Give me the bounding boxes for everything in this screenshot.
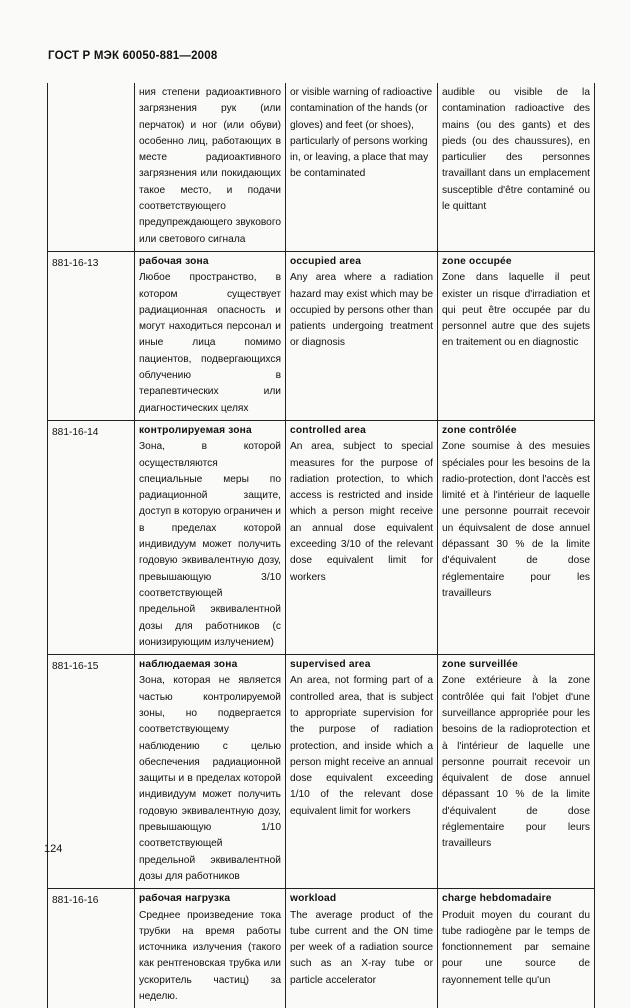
french-term: zone contrôlée xyxy=(442,424,517,436)
table-row xyxy=(48,83,595,251)
table-row xyxy=(48,655,595,889)
french-cell xyxy=(438,420,595,654)
french-term: charge hebdomadaire xyxy=(442,893,552,905)
english-cell xyxy=(286,889,438,1008)
french-cell xyxy=(438,889,595,1008)
term-number xyxy=(52,85,130,87)
term-number-cell xyxy=(48,420,135,654)
english-definition: Any area where a radiation hazard may exist which may be occupied by persons other than patients undergoing treatment or diagnosis xyxy=(290,272,433,349)
page-number: 124 xyxy=(44,843,63,855)
russian-cell xyxy=(135,655,286,889)
english-term: workload xyxy=(290,893,337,905)
french-definition: Produit moyen du courant du tube radiogène par le temps de fonctionnement par semaine pour une source de rayonnement telle qu'un xyxy=(442,909,590,986)
russian-term: наблюдаемая зона xyxy=(139,659,238,671)
english-term: controlled area xyxy=(290,424,367,436)
term-number-cell xyxy=(48,889,135,1008)
document-header: ГОСТ Р МЭК 60050-881—2008 xyxy=(48,50,218,62)
term-number-cell xyxy=(48,83,135,251)
russian-term: рабочая зона xyxy=(139,255,209,267)
english-cell xyxy=(286,420,438,654)
term-number-cell xyxy=(48,251,135,420)
russian-definition: Зона, в которой осуществляются специальные меры по радиационной защите, доступ в которую ограничен и в пределах которой индивидуум может получить годовую эквивалентную дозу, превышающую 3/10 соответствующей предельной эквивалентной дозы для работников (с ионизирующим излучением) xyxy=(139,441,281,648)
english-term: occupied area xyxy=(290,255,362,267)
english-cell xyxy=(286,251,438,420)
english-definition: An area, subject to special measures for the purpose of radiation protection, to which access is restricted and inside which a person might receive an annual dose equivalent exceeding 3/10 of the relevant dose equivalent limit for workers xyxy=(290,441,433,583)
russian-definition: Зона, которая не является частью контролируемой зоны, но подвергается соответствующему наблюдению с целью обеспечения радиационной защиты и в пределах которой индивидуум может получить годовую эквивалентную дозу, превышающую 1/10 соответствующей предельной эквивалентной дозы для работников xyxy=(139,675,281,882)
english-cell xyxy=(286,655,438,889)
english-cell xyxy=(286,83,438,251)
russian-cell xyxy=(135,420,286,654)
french-definition: Zone extérieure à la zone contrôlée qui fait l'objet d'une surveillance appropriée pour les besoins de la radioprotection et à l'intérieur de laquelle une personne pourrait recevoir un équivalent de dose annuel dépassant 10 % de la limite d'équivalent de dose réglementaire pour leurs travailleurs xyxy=(442,675,590,850)
term-number: 881-16-13 xyxy=(52,257,99,269)
french-definition: Zone dans laquelle il peut exister un risque d'irradiation et qui peut être occupée par du personnel autre que des sujets en traitement ou en diagnostic xyxy=(442,272,590,349)
french-term: zone occupée xyxy=(442,255,512,267)
french-cell xyxy=(438,83,595,251)
russian-definition: ния степени радиоактивного загрязнения рук (или перчаток) и ног (или обуви) особенно лиц, работающих в месте радиоактивного загрязнения или покидающих такое место, и подачи соответствующего предупреждающего звукового или светового сигнала xyxy=(139,87,281,245)
russian-definition: Любое пространство, в котором существует радиационная опасность и могут находиться персонал и иные лица помимо пациентов, подвергающихся облучению в терапевтических или диагностических целях xyxy=(139,272,281,414)
term-number: 881-16-16 xyxy=(52,895,99,907)
terms-table xyxy=(47,83,595,1008)
russian-term: контролируемая зона xyxy=(139,424,252,436)
term-number: 881-16-15 xyxy=(52,661,99,673)
french-definition: Zone soumise à des mesuies spéciales pour les besoins de la radio-protection, dont l'accès est limité et à l'intérieur de laquelle une personne pourrait recevoir un équivsalent de dose annuel dépassant 30 % de la limite d'équivalent de dose réglementaire pour les travailleurs xyxy=(442,441,590,599)
russian-cell xyxy=(135,83,286,251)
french-cell xyxy=(438,251,595,420)
english-term: supervised area xyxy=(290,659,371,671)
french-cell xyxy=(438,655,595,889)
russian-cell xyxy=(135,889,286,1008)
table-row xyxy=(48,420,595,654)
russian-definition: Среднее произведение тока трубки на время работы источника излучения (такого как рентгеновская трубка или ускоритель частиц) за неделю. xyxy=(139,909,281,1003)
term-number: 881-16-14 xyxy=(52,426,99,438)
english-definition: or visible warning of radioactive contamination of the hands (or gloves) and feet (or shoes), particularly of persons working in, or leaving, a place that may be contaminated xyxy=(290,87,433,180)
table-row xyxy=(48,889,595,1008)
russian-term: рабочая нагрузка xyxy=(139,893,231,905)
french-term: zone surveillée xyxy=(442,659,519,671)
english-definition: An area, not forming part of a controlled area, that is subject to appropriate supervision for the purpose of radiation protection, and inside which a person might receive an annual dose equivalent exceeding 1/10 of the relevant dose equivalent limit for workers xyxy=(290,675,433,817)
english-definition: The average product of the tube current and the ON time per week of a radiation source such as an X-ray tube or particle accelerator xyxy=(290,909,433,986)
table-row xyxy=(48,251,595,420)
french-definition: audible ou visible de la contamination radioactive des mains (ou des gants) et des pieds (ou des chaussures), en particulier des personnes travaillant dans un emplacement susceptible d'être contaminé ou le quittant xyxy=(442,87,590,213)
russian-cell xyxy=(135,251,286,420)
